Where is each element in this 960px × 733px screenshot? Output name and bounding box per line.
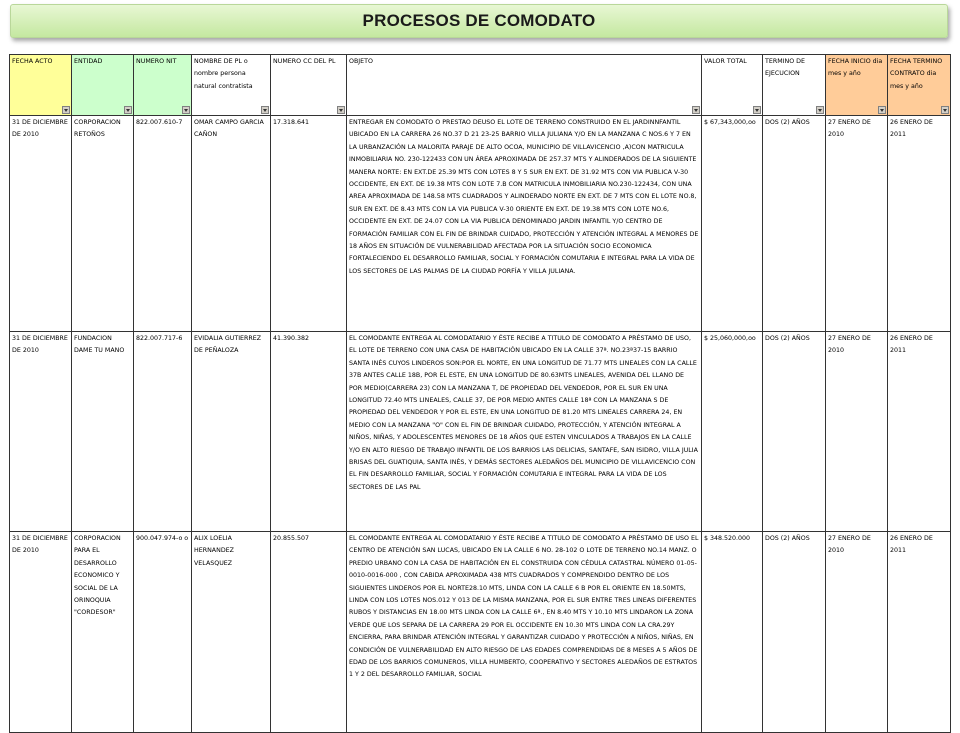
- cell-fecha-inicio[interactable]: 27 ENERO DE 2010: [826, 116, 888, 332]
- cell-valor[interactable]: $ 348.520.000: [702, 532, 763, 733]
- cell-termino[interactable]: DOS (2) AÑOS: [763, 532, 826, 733]
- header-label: ENTIDAD: [74, 58, 103, 65]
- cell-cc[interactable]: 20.855.507: [271, 532, 347, 733]
- page-title: PROCESOS DE COMODATO: [362, 11, 596, 30]
- table-row: [10, 332, 951, 532]
- comodato-table: [9, 54, 951, 733]
- header-row: [10, 55, 951, 116]
- cell-fecha-fin[interactable]: 26 ENERO DE 2011: [888, 116, 951, 332]
- cell-valor[interactable]: $ 67,343,000,oo: [702, 116, 763, 332]
- filter-dropdown-icon[interactable]: [878, 106, 886, 114]
- header-numero-nit: [134, 55, 192, 116]
- cell-nit[interactable]: 822.007.717-6: [134, 332, 192, 532]
- cell-entidad[interactable]: CORPORACION PARA EL DESARROLLO ECONOMICO Y SOCIAL DE LA ORINOQUIA "CORDESOR": [72, 532, 134, 733]
- title-banner: [10, 4, 948, 38]
- header-entidad: [72, 55, 134, 116]
- cell-nombre[interactable]: EVIDALIA GUTIERREZ DE PEÑALOZA: [192, 332, 271, 532]
- cell-nombre[interactable]: ALIX LOELIA HERNANDEZ VELASQUEZ: [192, 532, 271, 733]
- table-row: [10, 116, 951, 332]
- cell-cc[interactable]: 41.390.382: [271, 332, 347, 532]
- cell-objeto[interactable]: ENTREGAR EN COMODATO O PRESTAO DEUSO EL LOTE DE TERRENO CONSTRUIDO EN EL JARDINNFANTIL UBICADO EN LA CARRERA 26 NO.37 D 21 23-25 BARRIO VILLA JULIANA Y/O EN LA MANZANA C NOS.6 Y 7 EN LA URBANZACIÓN LA MALORITA PARAJE DE ALTO OCOA, MUNICIPIO DE VILLAVICENCIO ,A)CON MATRICULA INMOBILIARIA NO. 230-122433 CON UN ÁREA APROXIMADA DE 257.37 MTS Y ALINDERADOS DE LA SIGUIENTE MANERA NORTE: EN EXT.DE 25.39 MTS CON LOTES 8 Y 5 SUR EN EXT. DE 31.92 MTS CON VIA PUBLICA V-30 OCCIDENTE, EN EXT. DE 19.38 MTS CON LOTE 7.B CON MATRICULA INMOBILIARIA NO.230-122434, CON UNA AREA APROXIMADA DE 148.58 MTS CUADRADOS Y ALINDERADO NORTE EN EXT. DE 7 MTS CON EL LOTE NO.8, SUR EN EXT. DE 8.43 MTS CON LA VIA PUBLICA V-30 ORIENTE EN EXT. DE 19.38 MTS CON LOTE NO.6, OCCIDENTE EN EXT. DE 24.07 CON LA VIA PUBLICA DENOMINADO JARDIN INFANTIL Y/O CENTRO DE FORMACIÓN FAMILIAR CON EL FIN DE BRINDAR CUIDADO, PROTECCIÓN Y ATENCIÓN INTEGRAL A MENORES DE 18 AÑOS EN SITUACIÓN DE VULNERABILIDAD AFECTADA POR LA SITUACIÓN SOCIO ECONOMICA FORTALECIENDO EL DESARROLLO FAMILIAR, SOCIAL Y FORMACIÓN COMUTARIA E INTEGRAL PARA LA VIDA DE LOS SECTORES DE LAS PALMAS DE LA CIUDAD PORFÍA Y VILLA JULIANA.: [347, 116, 702, 332]
- cell-entidad[interactable]: CORPORACION RETOÑOS: [72, 116, 134, 332]
- header-label: TERMINO DE EJECUCION: [765, 58, 805, 78]
- table-row: [10, 532, 951, 733]
- cell-cc[interactable]: 17.318.641: [271, 116, 347, 332]
- cell-nit[interactable]: 900.047.974-o o: [134, 532, 192, 733]
- header-fecha-inicio: [826, 55, 888, 116]
- cell-fecha-fin[interactable]: 26 ENERO DE 2011: [888, 532, 951, 733]
- cell-nit[interactable]: 822.007.610-7: [134, 116, 192, 332]
- header-label: NUMERO CC DEL PL: [273, 58, 336, 65]
- filter-dropdown-icon[interactable]: [182, 106, 190, 114]
- cell-fecha-fin[interactable]: 26 ENERO DE 2011: [888, 332, 951, 532]
- cell-entidad[interactable]: FUNDACION DAME TU MANO: [72, 332, 134, 532]
- cell-termino[interactable]: DOS (2) AÑOS: [763, 116, 826, 332]
- header-label: NOMBRE DE PL o nombre persona natural contratista: [194, 58, 253, 90]
- header-label: VALOR TOTAL: [704, 58, 747, 65]
- cell-fecha-acto[interactable]: 31 DE DICIEMBRE DE 2010: [10, 332, 72, 532]
- header-label: OBJETO: [349, 58, 373, 65]
- cell-fecha-inicio[interactable]: 27 ENERO DE 2010: [826, 532, 888, 733]
- cell-fecha-acto[interactable]: 31 DE DICIEMBRE DE 2010: [10, 116, 72, 332]
- header-fecha-termino: [888, 55, 951, 116]
- filter-dropdown-icon[interactable]: [124, 106, 132, 114]
- filter-dropdown-icon[interactable]: [337, 106, 345, 114]
- filter-dropdown-icon[interactable]: [816, 106, 824, 114]
- cell-nombre[interactable]: OMAR CAMPO GARCIA CAÑON: [192, 116, 271, 332]
- filter-dropdown-icon[interactable]: [753, 106, 761, 114]
- header-numero-cc: [271, 55, 347, 116]
- header-fecha-acto: [10, 55, 72, 116]
- filter-dropdown-icon[interactable]: [941, 106, 949, 114]
- filter-dropdown-icon[interactable]: [692, 106, 700, 114]
- header-valor-total: [702, 55, 763, 116]
- header-label: FECHA ACTO: [12, 58, 53, 65]
- header-termino-ejecucion: [763, 55, 826, 116]
- cell-termino[interactable]: DOS (2) AÑOS: [763, 332, 826, 532]
- cell-objeto[interactable]: EL COMODANTE ENTREGA AL COMODATARIO Y ÉSTE RECIBE A TITULO DE COMODATO A PRÉSTAMO DE USO EL CENTRO DE ATENCIÓN SAN LUCAS, UBICADO EN LA CALLE 6 NO. 28-102 O LOTE DE TERRENO NO.14 MANZ. O PREDIO URBANO CON LA CASA DE HABITACIÓN EN EL CONSTRUIDA CON CÉDULA CATASTRAL NÚMERO 01-05-0010-0016-000 , CON CABIDA APROXIMADA 438 MTS CUADRADOS Y COMPRENDIDO DENTRO DE LOS SIGUIENTES LINDEROS POR EL NORTE28.10 MTS, LINDA CON LA CALLE 6 B POR EL ORIENTE EN 18.50MTS, LINDA CON LOS LOTES NOS.012 Y 013 DE LA MISMA MANZANA, POR EL SUR ENTRE TRES LINEAS DIFERENTES RUBOS Y DISTANCIAS EN 18.00 MTS LINDA CON LA CALLE 6ª., EN 8.40 MTS Y 10.10 MTS LINDARON LA ZONA VERDE QUE LOS SEPARA DE LA CARRERA 29 POR EL OCCIDENTE EN 10.30 MTS LINDA CON LA CRA.29Y ENCIERRA, PARA BRINDAR ATENCIÓN INTEGRAL Y GARANTIZAR CUIDADO Y PROTECCIÓN A NIÑOS, NIÑAS, EN CONDICIÓN DE VULNERABILIDAD EN ALTO RIESGO DE LAS EDADES COMPRENDIDAS DE 8 MESES A 5 AÑOS DE EDAD DE LOS BARRIOS COMUNEROS, VILLA HUMBERTO, COOPERATIVO Y SECTORES ALEDAÑOS DE ESTRATOS 1 Y 2 DEL DESARROLLO FAMILIAR, SOCIAL: [347, 532, 702, 733]
- cell-fecha-acto[interactable]: 31 DE DICIEMBRE DE 2010: [10, 532, 72, 733]
- filter-dropdown-icon[interactable]: [261, 106, 269, 114]
- cell-fecha-inicio[interactable]: 27 ENERO DE 2010: [826, 332, 888, 532]
- header-label: NUMERO NIT: [136, 58, 177, 65]
- header-label: FECHA INICIO dia mes y año: [828, 58, 883, 78]
- header-objeto: [347, 55, 702, 116]
- header-nombre-pl: [192, 55, 271, 116]
- header-label: FECHA TERMINO CONTRATO dia mes y año: [890, 58, 943, 90]
- cell-objeto[interactable]: EL COMODANTE ENTREGA AL COMODATARIO Y ÉSTE RECIBE A TITULO DE COMODATO A PRÉSTAMO DE USO, EL LOTE DE TERRENO CON UNA CASA DE HABITACIÓN UBICADO EN LA CALLE 37ª. NO.23ª37-15 BARRIO SANTA INÉS CUYOS LINDEROS SON:POR EL NORTE, EN UNA LONGITUD DE 71.77 MTS LINEALES CON LA CALLE 37B ANTES CALLE 18B, POR EL ESTE, EN UNA LONGITUD DE 80.63MTS LINEALES, AVENIDA DEL LLANO DE POR MEDIO(CARRERA 23) CON LA MANZANA T, DE PROPIEDAD DEL VENDEDOR, POR EL SUR EN UNA LONGITUD 72.40 MTS LINEALES, CALLE 37, DE POR MEDIO ANTES CALLE 18ª CON LA MANZANA S DE PROPIEDAD DEL VENDEDOR Y POR EL ESTE, EN UNA LONGITUD DE 81.20 MTS LINEALES CARRERA 24, EN MEDIO CON LA MANZANA "O" CON EL FIN DE BRINDAR CUIDADO, PROTECCIÓN, Y ATENCIÓN INTEGRAL A NIÑOS, NIÑAS, Y ADOLESCENTES MENORES DE 18 AÑOS QUE ESTEN VINCULADOS A TRABAJOS EN LA CALLE Y/O EN ALTO RIESGO DE TRABAJO INFANTIL DE LOS BARRIOS LAS DELICIAS, SANTAFE, SAN ISIDRO, VILLA JULIA BRISAS DEL GUATIQUIA, SANTA INÉS, Y DEMÁS SECTORES ALEDAÑOS DEL MUNICIPIO DE VILLAVICENCIO CON EL FIN DESARROLLO FAMILIAR, SOCIAL Y FORMACIÓN COMUTARIA E INTEGRAL PARA LA VIDA DE LOS SECTORES DE LAS PAL: [347, 332, 702, 532]
- cell-valor[interactable]: $ 25,060,000,oo: [702, 332, 763, 532]
- filter-dropdown-icon[interactable]: [62, 106, 70, 114]
